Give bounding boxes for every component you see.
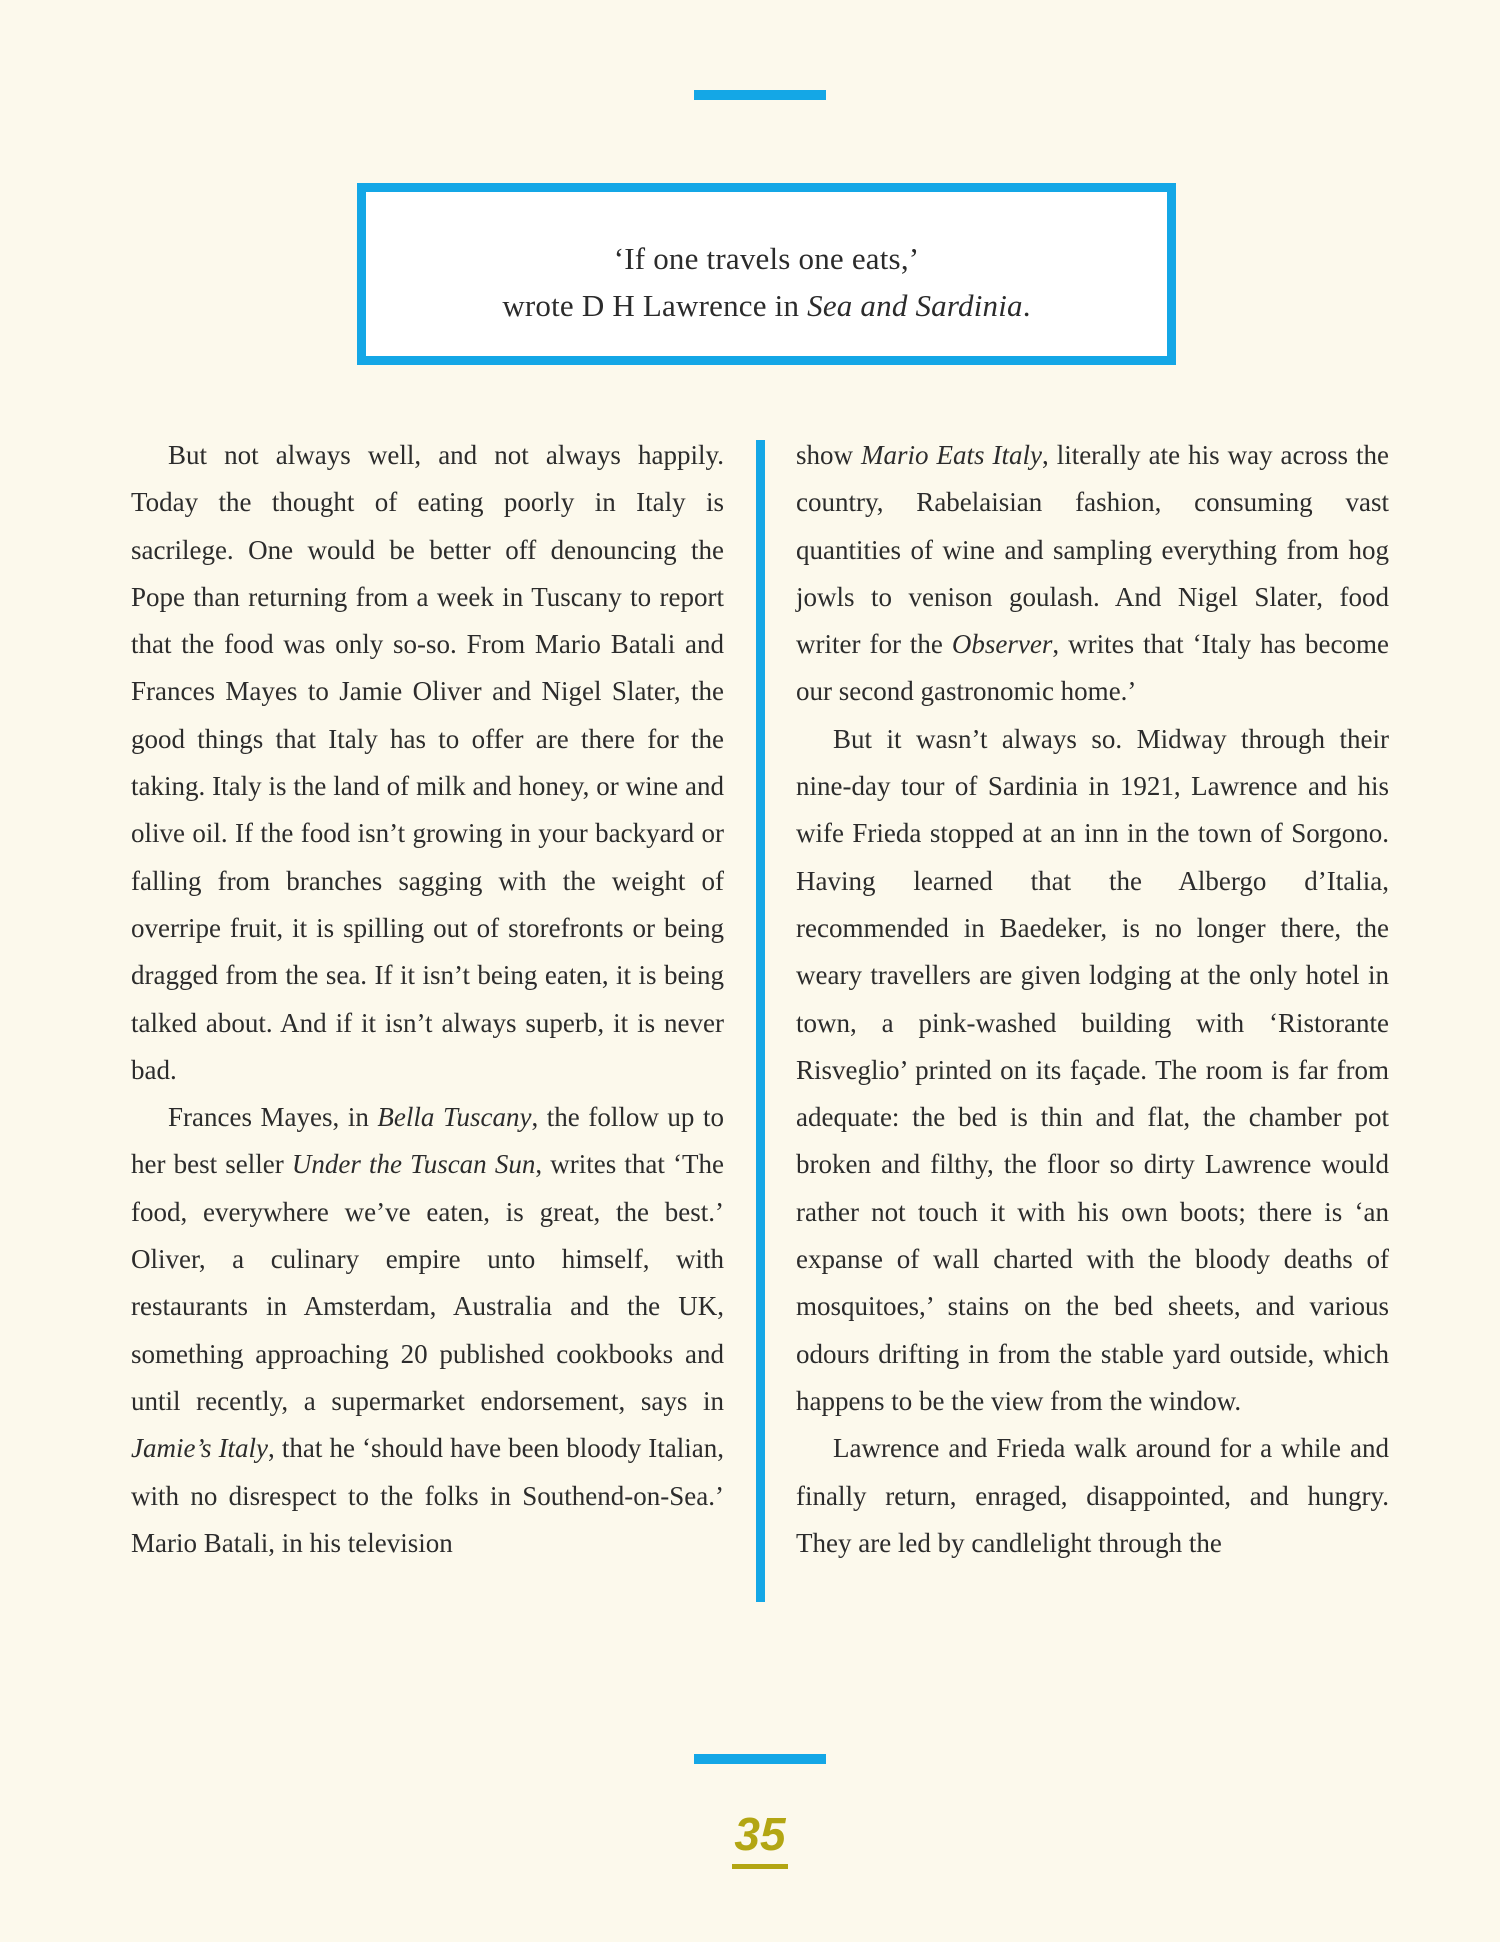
publication-title-observer: Observer: [951, 629, 1053, 660]
page-number-underline: [732, 1864, 788, 1869]
paragraph-lawrence-frieda-return: Lawrence and Frieda walk around for a while and finally return, enraged, disappointed, and hungry. They are led by candlelight through the: [796, 1433, 1389, 1558]
text-span: , that he ‘should have been bloody Italian, with no disrespect to the folks in Southend-on-Sea.’ Mario Batali, in his television: [131, 1433, 724, 1558]
text-span: show: [796, 440, 861, 470]
paragraph-mario-eats-italy-continued: [796, 432, 1389, 716]
book-title-bella-tuscany: Bella Tuscany: [377, 1102, 532, 1133]
top-decorative-rule: [694, 90, 826, 100]
show-title-mario-eats-italy: Mario Eats Italy: [861, 440, 1042, 470]
bottom-decorative-rule: [694, 1754, 826, 1764]
book-title-jamies-italy: Jamie’s Italy: [131, 1433, 269, 1464]
paragraph-not-always-well: But not always well, and not always happily. Today the thought of eating poorly in Italy is sacrilege. One would be better off denouncing the Pope than returning from a week in Tuscany to report that the food was only so-so. From Mario Batali and Frances Mayes to Jamie Oliver and Nigel Slater, the good things that Italy has to offer are there for the taking. Italy is the land of milk and honey, or wine and olive oil. If the food isn’t growing in your backyard or falling from branches sagging with the weight of overripe fruit, it is spilling out of storefronts or being dragged from the sea. If it isn’t being eaten, it is being talked about. And if it isn’t always superb, it is never bad.: [131, 440, 724, 1085]
left-text-column: [131, 432, 724, 1567]
paragraph-sorgono-inn: But it wasn’t always so. Midway through their nine-day tour of Sardinia in 1921, Lawrence and his wife Frieda stopped at an inn in the town of Sorgono. Having learned that the Albergo d’Italia, recommended in Baedeker, is no longer there, the weary travellers are given lodging at the only hotel in town, a pink-washed building with ‘Ristorante Risveglio’ printed on its façade. The room is far from adequate: the bed is thin and flat, the chamber pot broken and filthy, the floor so dirty Lawrence would rather not touch it with his own boots; there is ‘an expanse of wall charted with the bloody deaths of mosquitoes,’ stains on the bed sheets, and various odours drifting in from the stable yard outside, which happens to be the view from the window.: [796, 723, 1389, 1416]
right-text-column: [796, 432, 1389, 1567]
column-divider-rule: [756, 440, 765, 1602]
page-number: 35: [734, 1808, 786, 1860]
pull-quote-line-1: ‘If one travels one eats,’: [613, 241, 920, 276]
paragraph-frances-mayes: [131, 1094, 724, 1567]
text-span: , writes that ‘The food, everywhere we’ve eaten, is great, the best.’ Oliver, a culinary empire unto himself, with restaurants in Amsterdam, Australia and the UK, something approaching 20 published cookbooks and until recently, a supermarket endorsement, says in: [131, 1149, 724, 1416]
text-span: , literally ate his way across the country, Rabelaisian fashion, consuming vast quantities of wine and sampling everything from hog jowls to venison goulash. And Nigel Slater, food writer for the: [796, 440, 1389, 660]
text-span: Frances Mayes, in: [168, 1102, 378, 1133]
pull-quote-book-title: Sea and Sardinia: [807, 288, 1023, 323]
pull-quote-line-2: [366, 282, 1167, 329]
text-span: , writes that ‘Italy has become our second gastronomic home.’: [796, 629, 1390, 707]
pull-quote-attribution: wrote D H Lawrence in: [502, 288, 808, 323]
text-span: , the follow up to her best seller: [131, 1102, 725, 1180]
pull-quote-period: .: [1022, 288, 1031, 323]
book-title-under-the-tuscan-sun: Under the Tuscan Sun: [291, 1149, 536, 1180]
pull-quote-box: [357, 183, 1176, 365]
